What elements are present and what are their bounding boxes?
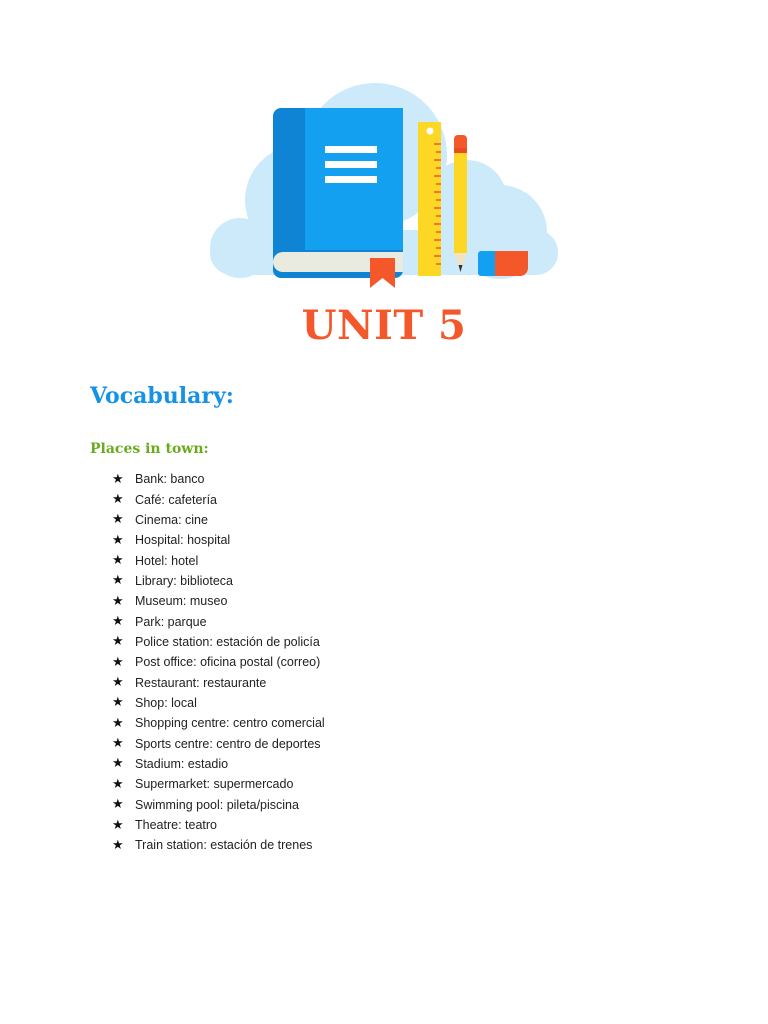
places-in-town-heading: Places in town: [90,441,209,457]
list-item [112,733,325,753]
list-item-text: Hospital: hospital [135,533,231,548]
list-item-text: Train station: estación de trenes [135,838,313,853]
list-item-text: Shopping centre: centro comercial [135,716,325,731]
list-item [112,754,325,774]
vocabulary-heading: Vocabulary: [90,383,234,409]
vocabulary-list [112,469,325,856]
list-item [112,591,325,611]
list-item-text: Post office: oficina postal (correo) [135,655,321,670]
list-item [112,795,325,815]
list-item-text: Restaurant: restaurante [135,675,267,690]
star-icon: ★ [112,512,124,528]
star-icon: ★ [112,736,124,752]
star-icon: ★ [112,756,124,772]
star-icon: ★ [112,817,124,833]
list-item-text: Police station: estación de policía [135,634,320,649]
star-icon: ★ [112,715,124,731]
star-icon: ★ [112,492,124,508]
star-icon: ★ [112,573,124,589]
list-item [112,469,325,489]
list-item-text: Cinema: cine [135,512,208,527]
star-icon: ★ [112,553,124,569]
list-item [112,672,325,692]
star-icon: ★ [112,797,124,813]
list-item [112,652,325,672]
list-item-text: Theatre: teatro [135,818,217,833]
list-item [112,489,325,509]
list-item [112,510,325,530]
star-icon: ★ [112,837,124,853]
star-icon: ★ [112,532,124,548]
list-item-text: Café: cafetería [135,492,217,507]
star-icon: ★ [112,675,124,691]
list-item-text: Bank: banco [135,472,205,487]
ruler-icon [418,122,441,276]
list-item-text: Sports centre: centro de deportes [135,736,321,751]
pencil-icon [454,135,467,272]
star-icon: ★ [112,634,124,650]
list-item-text: Swimming pool: pileta/piscina [135,797,299,812]
list-item-text: Shop: local [135,695,197,710]
eraser-icon [478,251,528,276]
list-item [112,571,325,591]
list-item [112,774,325,794]
unit-title: UNIT 5 [301,302,467,349]
star-icon: ★ [112,776,124,792]
star-icon: ★ [112,593,124,609]
list-item-text: Hotel: hotel [135,553,199,568]
list-item [112,550,325,570]
star-icon: ★ [112,695,124,711]
star-icon: ★ [112,471,124,487]
star-icon: ★ [112,614,124,630]
list-item-text: Library: biblioteca [135,573,233,588]
star-icon: ★ [112,654,124,670]
list-item-text: Stadium: estadio [135,756,229,771]
list-item [112,632,325,652]
header-illustration [205,80,565,295]
list-item [112,693,325,713]
list-item-text: Park: parque [135,614,207,629]
list-item-text: Supermarket: supermercado [135,777,294,792]
list-item [112,835,325,855]
list-item [112,530,325,550]
list-item [112,815,325,835]
list-item [112,611,325,631]
book-icon [273,108,403,288]
list-item-text: Museum: museo [135,594,228,609]
list-item [112,713,325,733]
